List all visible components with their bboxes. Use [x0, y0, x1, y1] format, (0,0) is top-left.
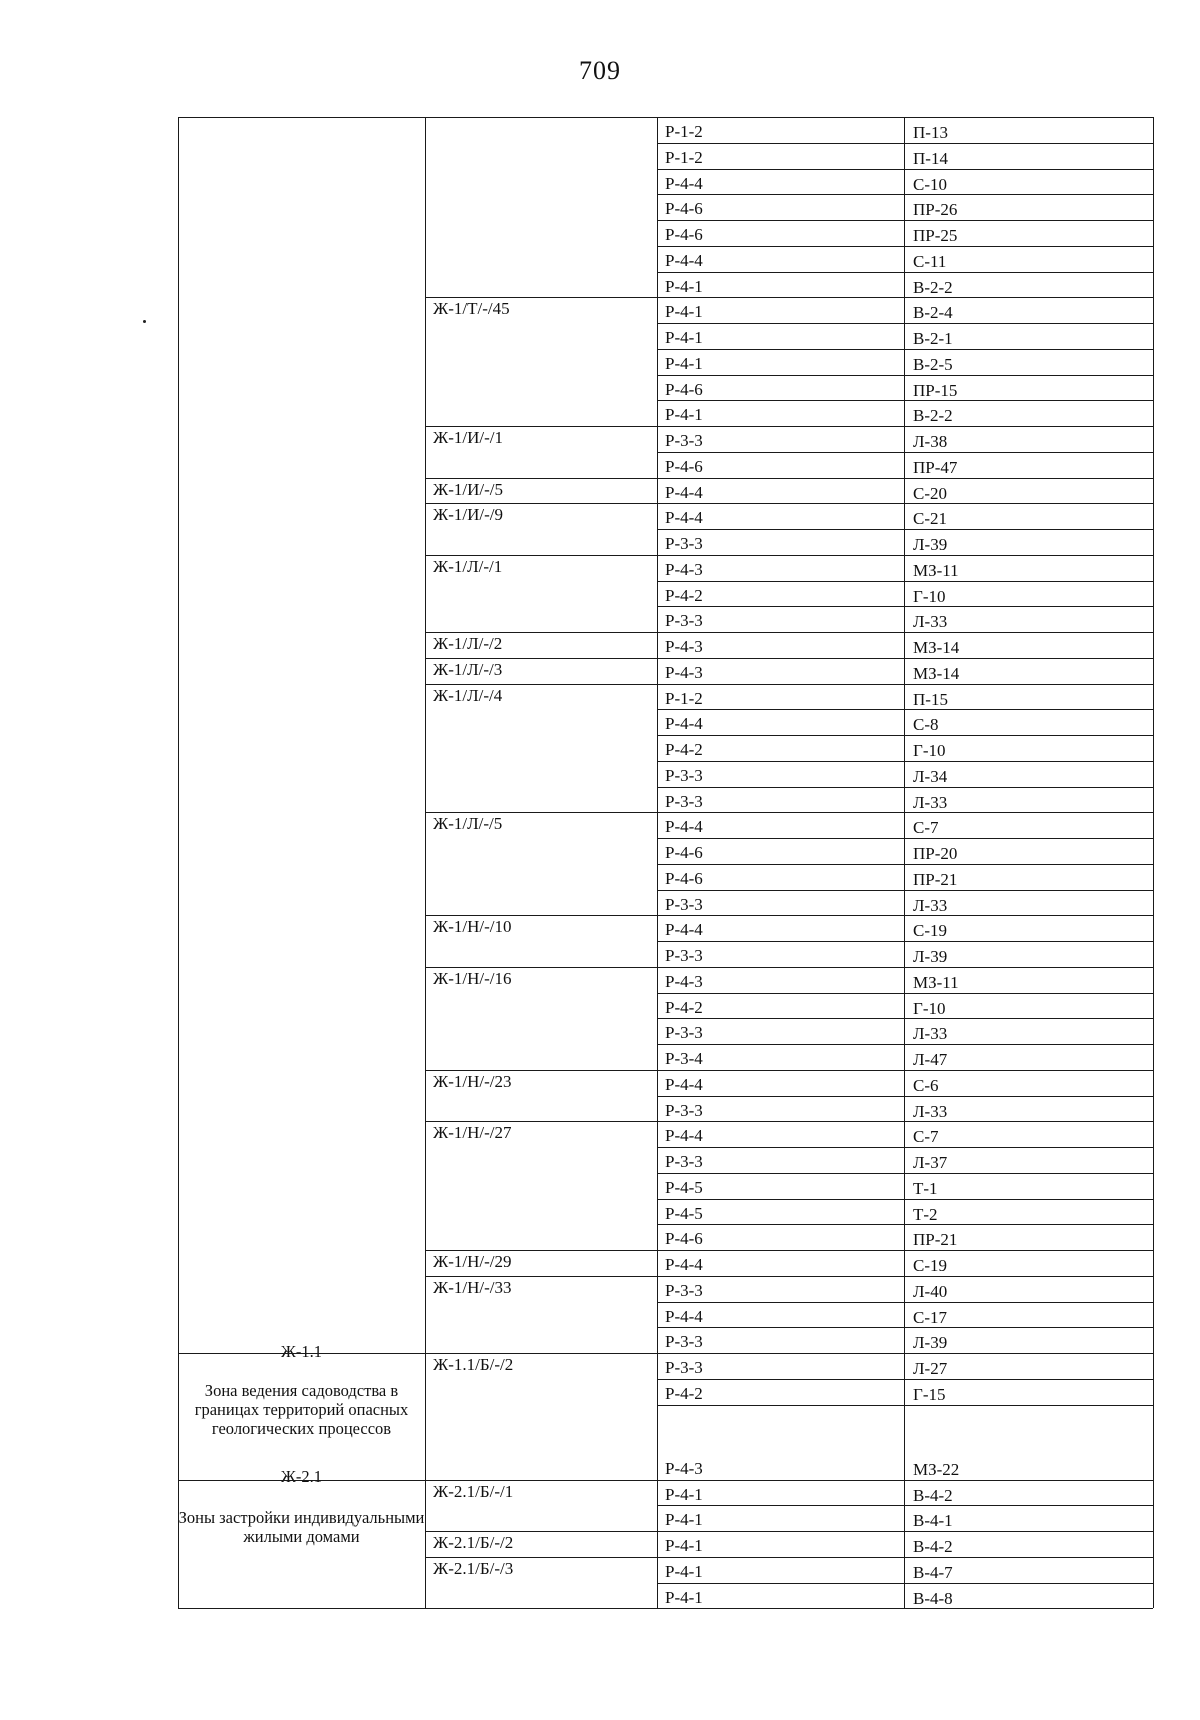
row-divider [657, 1531, 1153, 1532]
regulation-code: Р-4-1 [665, 1484, 703, 1504]
row-divider [657, 323, 1153, 324]
subzone-divider [425, 1353, 657, 1354]
regulation-code: Р-4-4 [665, 1126, 703, 1146]
table-bottom-border [178, 1608, 1153, 1609]
subzone-code: Ж-1/И/-/9 [433, 505, 504, 525]
object-code: В-4-7 [913, 1562, 953, 1582]
subzone-code: Ж-1/И/-/1 [433, 428, 504, 447]
row-divider [657, 1405, 1153, 1406]
subzone-code: Ж-1/Н/-/27 [433, 1123, 512, 1143]
regulation-code: Р-3-3 [665, 1023, 703, 1043]
regulation-code: Р-4-4 [665, 508, 703, 528]
regulation-code: Р-4-4 [665, 1306, 703, 1326]
row-divider [657, 1044, 1153, 1045]
row-divider [657, 709, 1153, 710]
regulation-code: Р-4-4 [665, 920, 703, 940]
regulation-code: Р-3-3 [665, 791, 703, 811]
row-divider [657, 1583, 1153, 1584]
regulation-code: Р-4-4 [665, 250, 703, 270]
regulation-code: Р-4-1 [665, 353, 703, 373]
regulation-code: Р-4-1 [665, 302, 703, 322]
regulation-code: Р-4-1 [665, 1561, 703, 1581]
object-code: С-11 [913, 251, 947, 271]
regulation-code: Р-4-2 [665, 997, 703, 1017]
regulation-code: Р-4-4 [665, 482, 703, 502]
object-code: МЗ-14 [913, 638, 960, 657]
zoning-table [178, 117, 1153, 1607]
row-divider [657, 1505, 1153, 1506]
regulation-code: Р-4-5 [665, 1203, 703, 1223]
subzone-code: Ж-1/Н/-/33 [433, 1277, 512, 1297]
subzone-divider [425, 684, 657, 685]
column-border-3 [904, 117, 905, 1608]
subzone-divider [425, 478, 657, 479]
row-divider [657, 272, 1153, 273]
object-code: С-19 [913, 921, 947, 941]
regulation-code: Р-4-4 [665, 817, 703, 837]
object-code: В-4-2 [913, 1485, 953, 1505]
object-code: МЗ-11 [913, 560, 959, 580]
zone-divider [178, 1480, 425, 1481]
regulation-code: Р-4-4 [665, 173, 703, 193]
row-divider [657, 812, 1153, 813]
subzone-code: Ж-2.1/Б/-/3 [433, 1558, 514, 1578]
object-code: ПР-26 [913, 200, 958, 220]
row-divider [657, 1224, 1153, 1225]
object-code: П-14 [913, 148, 948, 168]
regulation-code: Р-1-2 [665, 122, 703, 141]
row-divider [657, 838, 1153, 839]
subzone-divider [425, 426, 657, 427]
subzone-code: Ж-1/Н/-/10 [433, 917, 512, 937]
row-divider [657, 1173, 1153, 1174]
regulation-code: Р-3-3 [665, 1100, 703, 1120]
row-divider [657, 503, 1153, 504]
object-code: ПР-25 [913, 226, 958, 245]
subzone-code: Ж-1/Л/-/4 [433, 685, 503, 705]
row-divider [657, 1353, 1153, 1354]
object-code: МЗ-22 [913, 1459, 960, 1479]
row-divider [657, 1199, 1153, 1200]
subzone-divider [425, 967, 657, 968]
regulation-code: Р-4-4 [665, 714, 703, 734]
object-code: В-4-2 [913, 1537, 953, 1556]
regulation-code: Р-4-1 [665, 405, 703, 425]
object-code: С-17 [913, 1307, 947, 1327]
regulation-code: Р-4-6 [665, 456, 703, 476]
object-code: Л-47 [913, 1050, 948, 1069]
regulation-code: Р-4-3 [665, 1458, 703, 1478]
object-code: Л-40 [913, 1281, 948, 1301]
regulation-code: Р-4-3 [665, 662, 703, 682]
row-divider [657, 194, 1153, 195]
object-code: В-4-8 [913, 1588, 953, 1608]
subzone-divider [425, 1276, 657, 1277]
object-code: С-7 [913, 818, 939, 838]
subzone-divider [425, 1070, 657, 1071]
object-code: В-2-2 [913, 406, 953, 426]
row-divider [657, 1147, 1153, 1148]
row-divider [657, 1480, 1153, 1481]
regulation-code: Р-4-4 [665, 1074, 703, 1094]
row-divider [657, 1070, 1153, 1071]
regulation-code: Р-4-1 [665, 1510, 703, 1530]
regulation-code: Р-3-3 [665, 946, 703, 965]
column-border-4 [1153, 117, 1154, 1608]
row-divider [657, 349, 1153, 350]
object-code: С-10 [913, 174, 947, 194]
row-divider [657, 658, 1153, 659]
subzone-divider [425, 503, 657, 504]
regulation-code: Р-3-3 [665, 1358, 703, 1377]
object-code: В-2-5 [913, 354, 953, 374]
object-code: Л-33 [913, 612, 948, 632]
zone-divider [178, 1353, 425, 1354]
subzone-divider [425, 1557, 657, 1558]
subzone-divider [425, 1250, 657, 1251]
object-code: Л-33 [913, 792, 948, 812]
zone-name: Зоны застройки индивидуальными жилыми домами [178, 1508, 425, 1546]
row-divider [657, 890, 1153, 891]
regulation-code: Р-3-3 [665, 611, 703, 631]
object-code: МЗ-14 [913, 663, 960, 683]
regulation-code: Р-3-3 [665, 765, 703, 785]
row-divider [657, 684, 1153, 685]
subzone-divider [425, 1480, 657, 1481]
row-divider [657, 1121, 1153, 1122]
object-code: Г-10 [913, 998, 946, 1018]
row-divider [657, 864, 1153, 865]
subzone-divider [425, 1531, 657, 1532]
subzone-divider [425, 555, 657, 556]
object-code: С-6 [913, 1075, 939, 1095]
regulation-code: Р-4-2 [665, 585, 703, 605]
regulation-code: Р-4-1 [665, 1587, 703, 1607]
regulation-code: Р-4-6 [665, 225, 703, 244]
object-code: Г-15 [913, 1384, 946, 1404]
row-divider [657, 1276, 1153, 1277]
row-divider [657, 246, 1153, 247]
subzone-code: Ж-1/Н/-/29 [433, 1252, 512, 1271]
row-divider [657, 400, 1153, 401]
regulation-code: Р-4-6 [665, 843, 703, 862]
object-code: Л-37 [913, 1153, 948, 1172]
row-divider [657, 220, 1153, 221]
subzone-code: Ж-1/Т/-/45 [433, 299, 510, 319]
object-code: С-21 [913, 509, 947, 529]
column-border-2 [657, 117, 658, 1608]
object-code: Л-39 [913, 1333, 948, 1353]
page-number: 709 [579, 56, 621, 85]
row-divider [657, 297, 1153, 298]
object-code: П-13 [913, 123, 948, 142]
object-code: В-2-4 [913, 303, 953, 323]
object-code: Т-2 [913, 1204, 938, 1224]
column-border-0 [178, 117, 179, 1608]
object-code: В-2-1 [913, 329, 953, 348]
object-code: Л-39 [913, 535, 948, 554]
object-code: С-8 [913, 715, 939, 735]
regulation-code: Р-1-2 [665, 688, 703, 708]
row-divider [657, 1327, 1153, 1328]
row-divider [657, 375, 1153, 376]
row-divider [657, 1557, 1153, 1558]
regulation-code: Р-3-3 [665, 534, 703, 553]
subzone-code: Ж-2.1/Б/-/2 [433, 1533, 514, 1552]
object-code: В-2-2 [913, 277, 953, 297]
subzone-code: Ж-1/И/-/5 [433, 479, 504, 499]
scan-speck [143, 320, 146, 323]
object-code: ПР-21 [913, 1230, 958, 1250]
row-divider [657, 1018, 1153, 1019]
row-divider [657, 1302, 1153, 1303]
subzone-code: Ж-1.1/Б/-/2 [433, 1355, 514, 1374]
regulation-code: Р-4-3 [665, 637, 703, 656]
subzone-divider [425, 658, 657, 659]
object-code: Л-34 [913, 766, 948, 786]
regulation-code: Р-4-6 [665, 868, 703, 888]
object-code: Л-39 [913, 947, 948, 966]
row-divider [657, 993, 1153, 994]
object-code: ПР-15 [913, 380, 958, 400]
subzone-divider [425, 1121, 657, 1122]
object-code: Л-27 [913, 1359, 948, 1378]
regulation-code: Р-4-6 [665, 379, 703, 399]
object-code: МЗ-11 [913, 972, 959, 992]
regulation-code: Р-3-3 [665, 894, 703, 914]
regulation-code: Р-4-1 [665, 328, 703, 347]
regulation-code: Р-4-6 [665, 1229, 703, 1249]
zone-code: Ж-2.1 [281, 1467, 322, 1486]
object-code: Л-33 [913, 1024, 948, 1044]
object-code: Г-10 [913, 586, 946, 606]
subzone-code: Ж-1/Л/-/5 [433, 814, 503, 834]
row-divider [657, 735, 1153, 736]
regulation-code: Р-4-4 [665, 1255, 703, 1274]
row-divider [657, 1096, 1153, 1097]
regulation-code: Р-4-1 [665, 1536, 703, 1555]
regulation-code: Р-4-3 [665, 971, 703, 991]
regulation-code: Р-1-2 [665, 147, 703, 167]
row-divider [657, 555, 1153, 556]
column-border-1 [425, 117, 426, 1608]
row-divider [657, 581, 1153, 582]
object-code: С-7 [913, 1127, 939, 1147]
subzone-code: Ж-1/Н/-/16 [433, 968, 512, 988]
subzone-divider [425, 915, 657, 916]
object-code: Г-10 [913, 741, 946, 760]
object-code: ПР-20 [913, 844, 958, 863]
regulation-code: Р-3-3 [665, 1332, 703, 1352]
subzone-code: Ж-1/Л/-/2 [433, 634, 503, 653]
object-code: ПР-47 [913, 457, 958, 477]
row-divider [657, 787, 1153, 788]
subzone-code: Ж-2.1/Б/-/1 [433, 1481, 514, 1501]
zone-cell-zh-1-1 [178, 1342, 425, 1438]
row-divider [657, 632, 1153, 633]
regulation-code: Р-3-3 [665, 431, 703, 450]
subzone-divider [425, 632, 657, 633]
object-code: П-15 [913, 689, 948, 709]
subzone-code: Ж-1/Л/-/1 [433, 556, 503, 576]
zone-name: Зона ведения садоводства в границах территорий опасных геологических процессов [194, 1381, 409, 1438]
object-code: С-20 [913, 483, 947, 503]
subzone-divider [425, 297, 657, 298]
regulation-code: Р-3-3 [665, 1280, 703, 1300]
regulation-code: Р-4-2 [665, 1383, 703, 1403]
regulation-code: Р-4-1 [665, 276, 703, 296]
object-code: Л-33 [913, 895, 948, 915]
object-code: В-4-1 [913, 1511, 953, 1531]
object-code: Т-1 [913, 1178, 938, 1198]
subzone-code: Ж-1/Н/-/23 [433, 1071, 512, 1091]
object-code: ПР-21 [913, 869, 958, 889]
regulation-code: Р-4-5 [665, 1177, 703, 1197]
row-divider [657, 761, 1153, 762]
row-divider [657, 941, 1153, 942]
row-divider [657, 529, 1153, 530]
row-divider [657, 967, 1153, 968]
subzone-code: Ж-1/Л/-/3 [433, 659, 503, 679]
row-divider [657, 1250, 1153, 1251]
object-code: Л-38 [913, 432, 948, 451]
row-divider [657, 426, 1153, 427]
zone-code: Ж-1.1 [281, 1342, 322, 1361]
row-divider [657, 452, 1153, 453]
table-top-border [178, 117, 1153, 118]
regulation-code: Р-4-3 [665, 559, 703, 579]
regulation-code: Р-3-4 [665, 1049, 703, 1068]
subzone-divider [425, 812, 657, 813]
regulation-code: Р-3-3 [665, 1152, 703, 1171]
object-code: С-19 [913, 1256, 947, 1275]
regulation-code: Р-4-6 [665, 199, 703, 219]
row-divider [657, 478, 1153, 479]
row-divider [657, 1379, 1153, 1380]
row-divider [657, 915, 1153, 916]
row-divider [657, 169, 1153, 170]
row-divider [657, 143, 1153, 144]
row-divider [657, 606, 1153, 607]
object-code: Л-33 [913, 1101, 948, 1121]
regulation-code: Р-4-2 [665, 740, 703, 759]
